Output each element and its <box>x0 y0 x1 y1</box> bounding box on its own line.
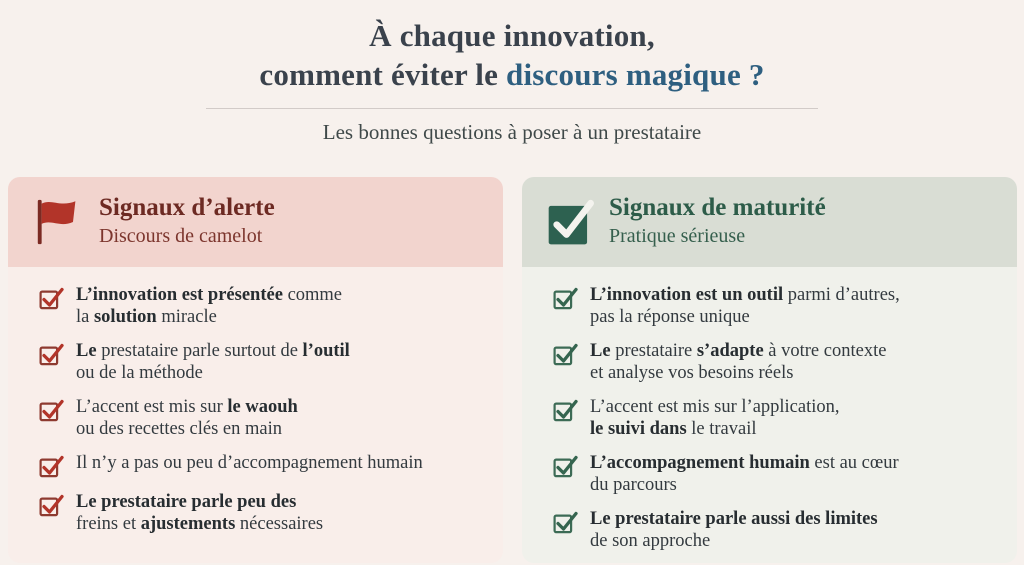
list-item-text: Le prestataire parle surtout de l’outil ou de la méthode <box>76 341 350 383</box>
comparison-panels <box>8 177 1017 563</box>
checked-checkbox-icon <box>552 342 579 367</box>
page-title-highlight: discours magique ? <box>506 57 765 92</box>
list-item <box>552 453 1009 496</box>
alert-panel <box>8 177 503 563</box>
checked-checkbox-icon <box>38 342 65 367</box>
alert-panel-header <box>8 177 503 267</box>
checked-checkbox-icon <box>552 398 579 423</box>
list-item <box>38 397 495 440</box>
list-item <box>552 341 1009 384</box>
list-item <box>38 341 495 384</box>
list-item <box>38 453 495 479</box>
page-title-line2-prefix: comment éviter le <box>259 57 507 92</box>
list-item <box>552 509 1009 552</box>
alert-panel-title: Signaux d’alerte <box>99 194 275 221</box>
checked-checkbox-icon <box>552 454 579 479</box>
list-item-text: L’accent est mis sur l’application, le suivi dans le travail <box>590 397 840 439</box>
maturity-panel-subtitle: Pratique sérieuse <box>609 225 746 247</box>
list-item <box>552 397 1009 440</box>
list-item-text: L’accompagnement humain est au cœur du parcours <box>590 453 899 495</box>
list-item-text: Il n’y a pas ou peu d’accompagnement humain <box>76 453 423 473</box>
red-flag-icon <box>32 195 86 254</box>
alert-list <box>8 267 503 548</box>
list-item <box>38 492 495 535</box>
page-title-line1: À chaque innovation, <box>369 18 655 53</box>
maturity-panel-header <box>522 177 1017 267</box>
alert-panel-heading-text <box>99 193 275 248</box>
list-item-text: Le prestataire s’adapte à votre contexte et analyse vos besoins réels <box>590 341 887 383</box>
list-item-text: Le prestataire parle peu des freins et ajustements nécessaires <box>76 492 324 534</box>
checked-checkbox-icon <box>38 493 65 518</box>
divider-line <box>206 108 818 109</box>
maturity-panel <box>522 177 1017 563</box>
maturity-panel-heading-text <box>609 193 826 248</box>
list-item-text: Le prestataire parle aussi des limites de son approche <box>590 509 878 551</box>
alert-panel-subtitle: Discours de camelot <box>99 225 263 247</box>
list-item <box>38 285 495 328</box>
page-title <box>0 16 1024 94</box>
checked-checkbox-icon <box>38 286 65 311</box>
page-head <box>0 0 1024 145</box>
list-item-text: L’accent est mis sur le waouh ou des recettes clés en main <box>76 397 298 439</box>
list-item-text: L’innovation est présentée comme la solution miracle <box>76 285 343 327</box>
maturity-panel-title: Signaux de maturité <box>609 194 826 221</box>
checked-checkbox-icon <box>552 286 579 311</box>
list-item <box>552 285 1009 328</box>
page-subtitle: Les bonnes questions à poser à un prestataire <box>322 120 702 144</box>
green-check-icon <box>546 195 596 254</box>
checked-checkbox-icon <box>552 510 579 535</box>
maturity-list <box>522 267 1017 563</box>
checked-checkbox-icon <box>38 398 65 423</box>
checked-checkbox-icon <box>38 454 65 479</box>
page-title-line2 <box>259 57 764 92</box>
list-item-text: L’innovation est un outil parmi d’autres, pas la réponse unique <box>590 285 900 327</box>
